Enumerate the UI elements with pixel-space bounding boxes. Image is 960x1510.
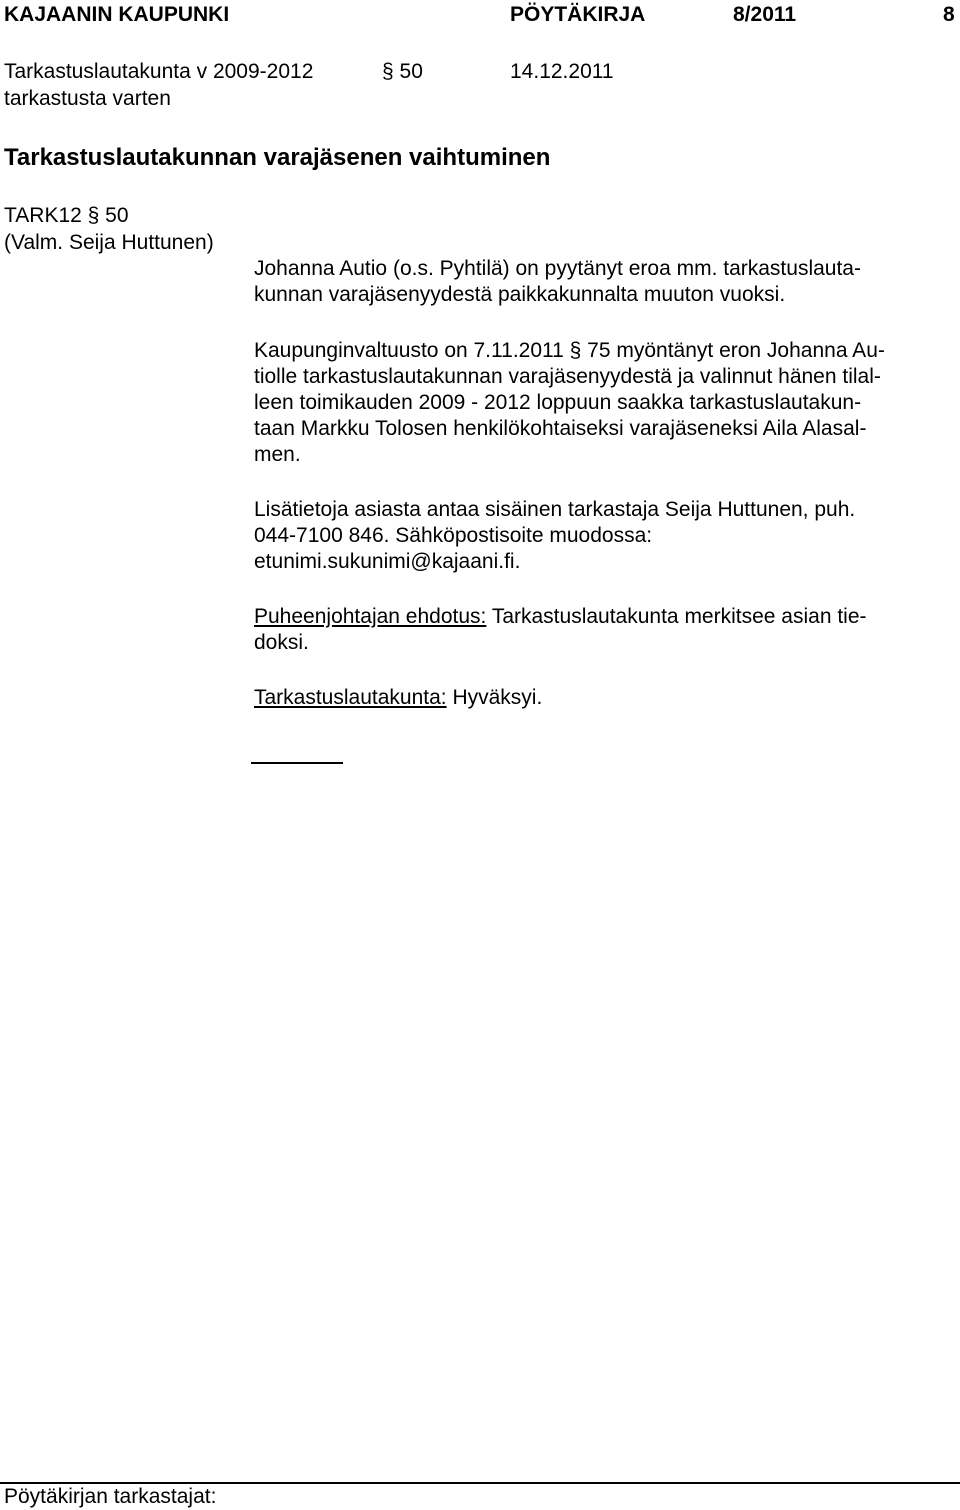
- chair-proposal-text: Tarkastuslautakunta merkitsee asian tie-: [486, 605, 867, 628]
- page-title: Tarkastuslautakunnan varajäsenen vaihtuminen: [4, 144, 551, 171]
- meeting-date: 14.12.2011: [510, 60, 614, 83]
- document-type: PÖYTÄKIRJA: [510, 3, 646, 26]
- paragraph-line: doksi.: [254, 631, 309, 654]
- preparer: (Valm. Seija Huttunen): [4, 231, 214, 254]
- decision-text: Hyväksyi.: [446, 686, 543, 709]
- paragraph-line: men.: [254, 443, 301, 466]
- paragraph-decision: [254, 685, 954, 711]
- paragraph-line: 044-7100 846. Sähköpostisoite muodossa:: [254, 524, 653, 547]
- organization-name: KAJAANIN KAUPUNKI: [4, 3, 230, 26]
- paragraph-council-decision: [254, 338, 954, 468]
- paragraph-line: Kaupunginvaltuusto on 7.11.2011 § 75 myöntänyt eron Johanna Au-: [254, 339, 885, 362]
- chair-proposal-label: Puheenjohtajan ehdotus:: [254, 605, 487, 628]
- paragraph-line: leen toimikauden 2009 - 2012 loppuun saakka tarkastuslautakun-: [254, 391, 862, 414]
- paragraph-resignation-request: [254, 256, 954, 308]
- paragraph-line: tiolle tarkastuslautakunnan varajäsenyydestä ja valinnut hänen tilal-: [254, 365, 881, 388]
- paragraph-chair-proposal: [254, 604, 954, 656]
- page-number: 8: [943, 3, 955, 26]
- footer-reviewers-label: Pöytäkirjan tarkastajat:: [4, 1485, 217, 1508]
- paragraph-line: etunimi.sukunimi@kajaani.fi.: [254, 550, 521, 573]
- decision-label: Tarkastuslautakunta:: [254, 686, 447, 709]
- paragraph-line: [254, 685, 954, 711]
- paragraph-line: taan Markku Tolosen henkilökohtaiseksi varajäseneksi Aila Alasal-: [254, 417, 867, 440]
- committee-name: Tarkastuslautakunta v 2009-2012: [4, 60, 314, 83]
- review-note: tarkastusta varten: [4, 87, 171, 110]
- paragraph-line: [254, 604, 954, 630]
- paragraph-line: Lisätietoja asiasta antaa sisäinen tarkastaja Seija Huttunen, puh.: [254, 498, 856, 521]
- paragraph-line: kunnan varajäsenyydestä paikkakunnalta muuton vuoksi.: [254, 283, 786, 306]
- document-number: 8/2011: [733, 3, 797, 26]
- signature-line: [251, 762, 343, 764]
- paragraph-contact-info: [254, 497, 954, 575]
- reference-code: TARK12 § 50: [4, 204, 129, 227]
- paragraph-line: Johanna Autio (o.s. Pyhtilä) on pyytänyt eroa mm. tarkastuslauta-: [254, 257, 861, 280]
- section-number: § 50: [382, 60, 423, 83]
